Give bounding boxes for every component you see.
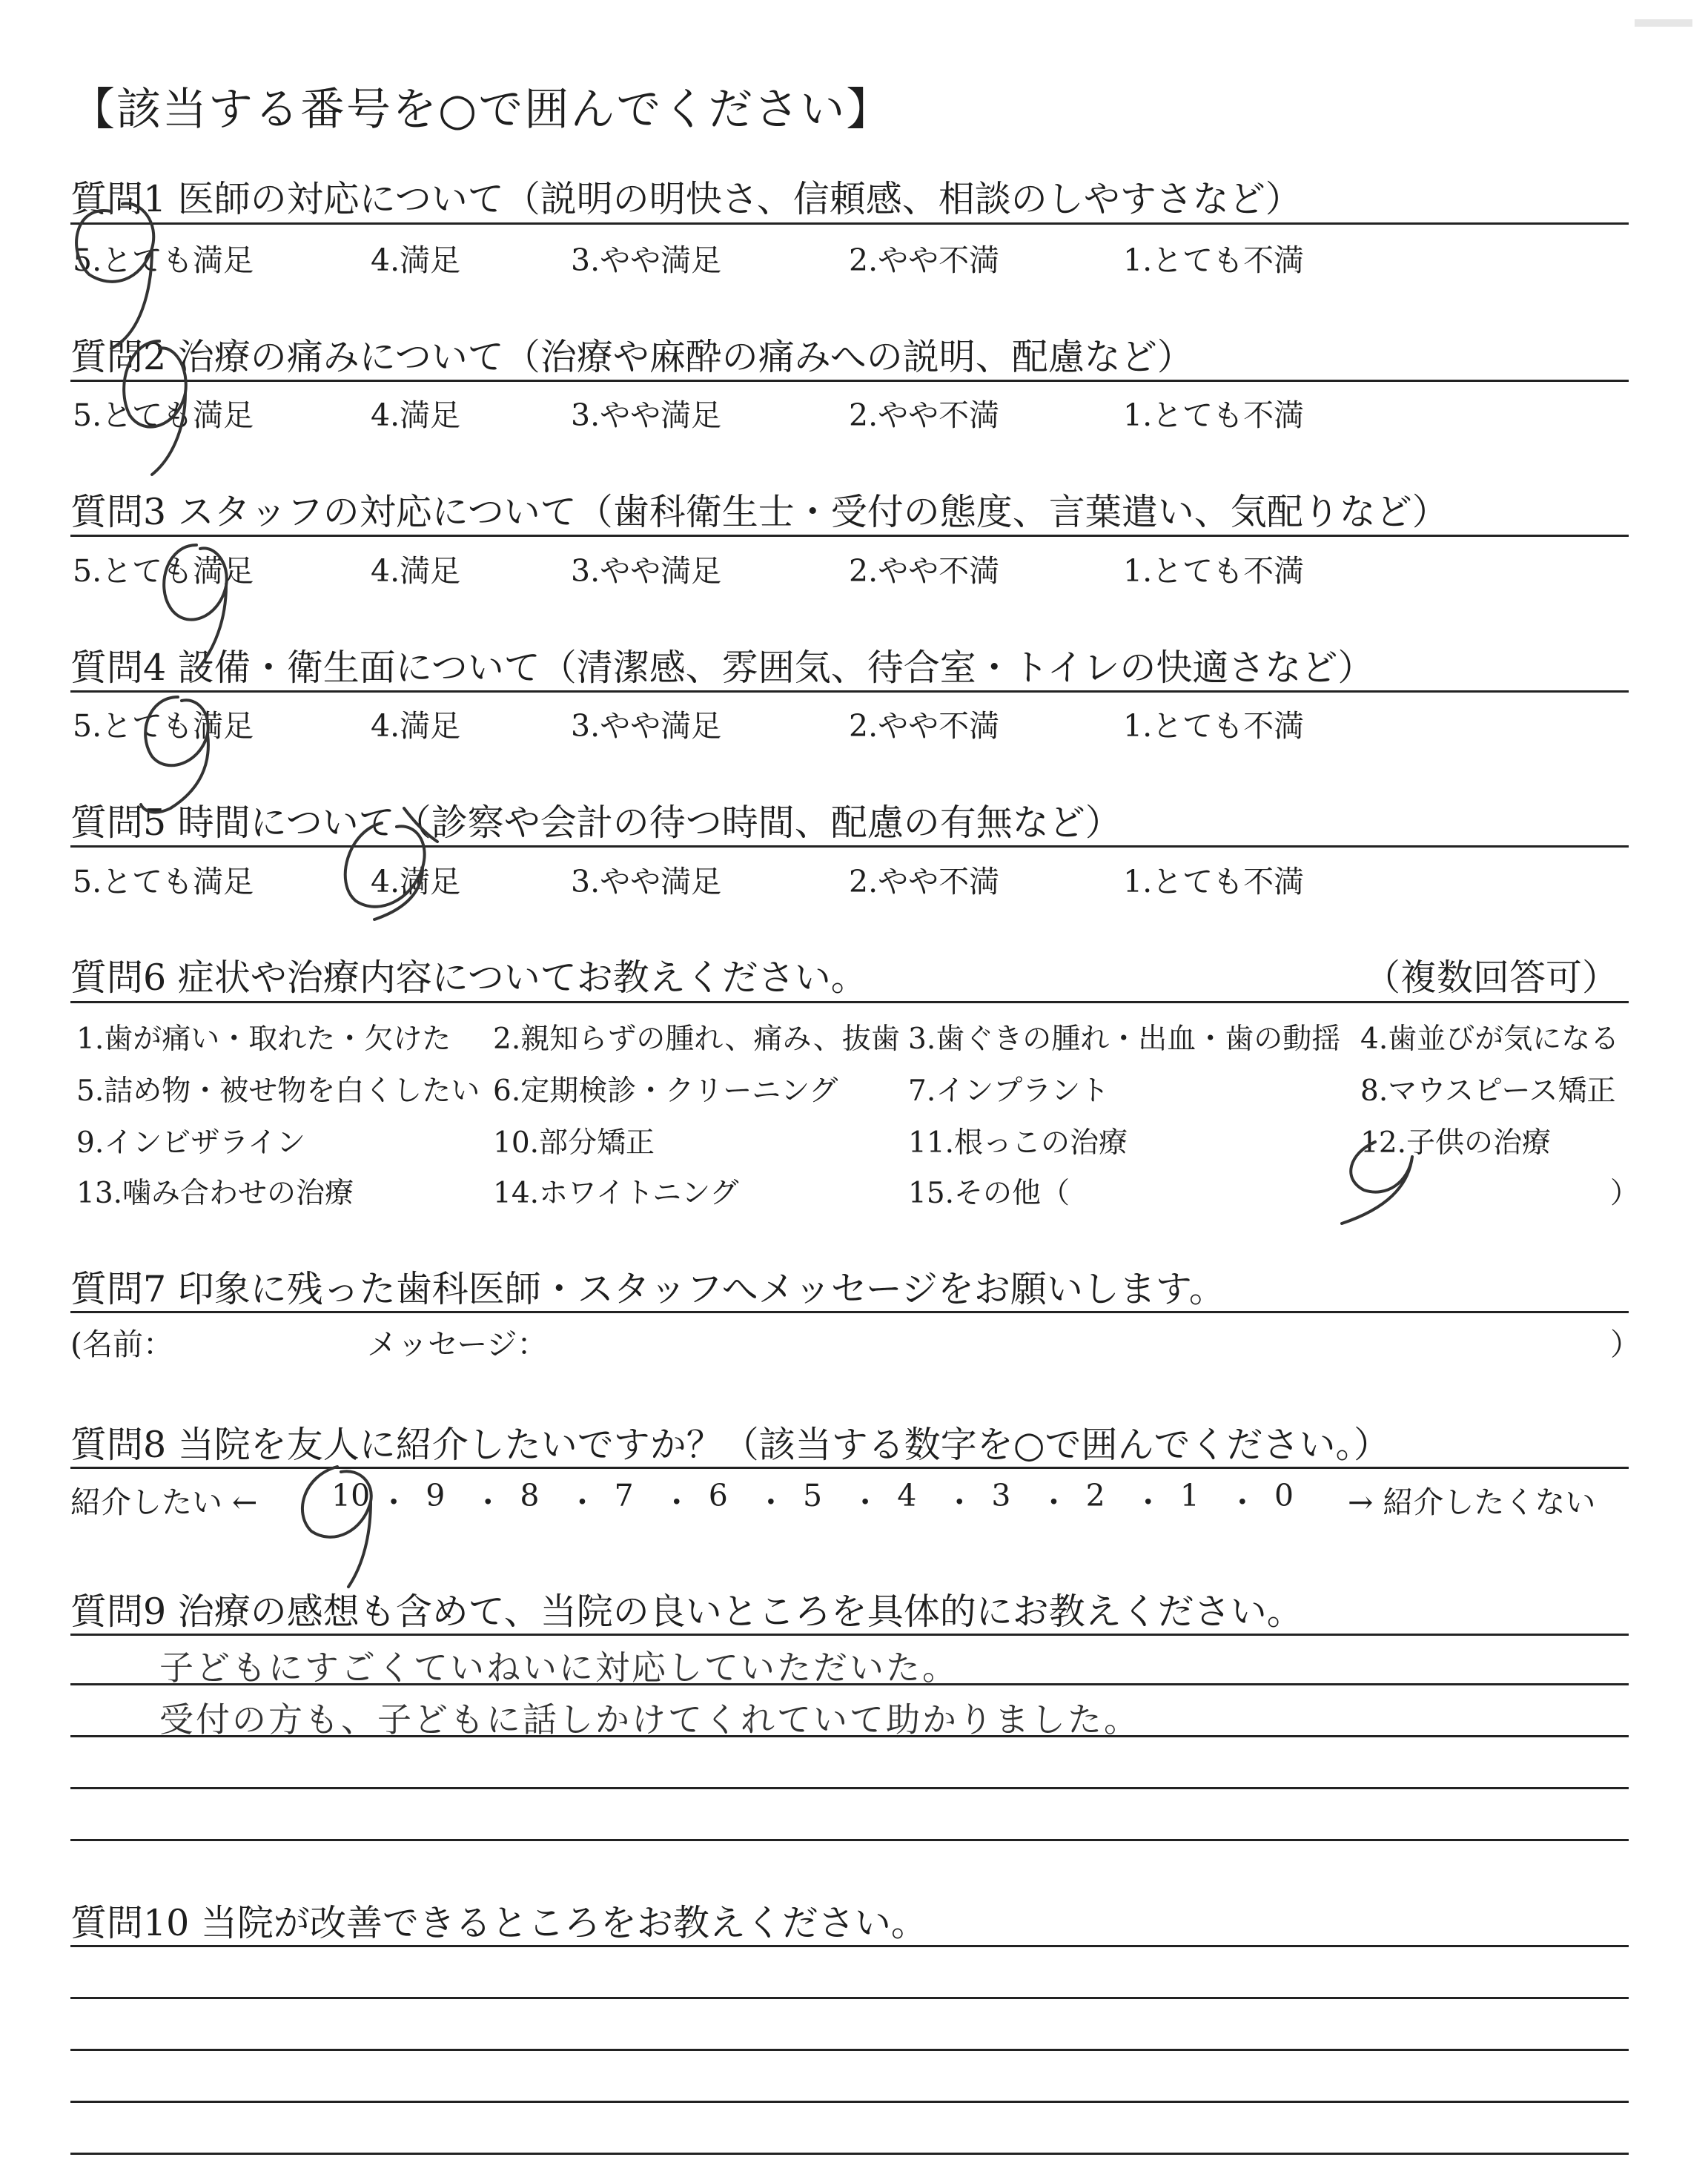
q1-check-mark	[76, 203, 153, 349]
q2-option-4[interactable]: 4.満足	[371, 397, 461, 433]
not-recommend-label: → 紹介したくない	[1348, 1484, 1596, 1520]
question-9-title: 質問9 治療の感想も含めて、当院の良いところを具体的にお教えください。	[70, 1591, 1303, 1633]
question-8-title: 質問8 当院を友人に紹介したいですか？（該当する数字を○で囲んでください。）	[70, 1424, 1391, 1466]
q5-check-mark	[345, 808, 437, 919]
q6-option-12[interactable]: 12.子供の治療	[1360, 1126, 1552, 1160]
q3-check-mark	[164, 545, 227, 671]
q6-option-3[interactable]: 3.歯ぐきの腫れ・出血・歯の動揺	[908, 1023, 1341, 1056]
q4-option-5[interactable]: 5.とても満足	[73, 708, 254, 744]
scale-value-0[interactable]: 0	[1274, 1478, 1294, 1513]
handwritten-answer-line-1: 子どもにすごくていねいに対応していただいた。	[159, 1648, 959, 1688]
q4-option-2[interactable]: 2.やや不満	[849, 708, 1000, 744]
scale-separator: ・	[850, 1484, 881, 1520]
q2-check-mark	[124, 341, 186, 475]
question-5-title: 質問5 時間について（診察や会計の待つ時間、配慮の有無など）	[70, 802, 1122, 844]
q5-option-5[interactable]: 5.とても満足	[73, 864, 254, 899]
q6-option-1[interactable]: 1.歯が痛い・取れた・欠けた	[76, 1023, 451, 1056]
q1-option-1[interactable]: 1.とても不満	[1123, 242, 1305, 278]
q4-option-3[interactable]: 3.やや満足	[571, 708, 722, 744]
q6-option-15[interactable]: 15.その他（	[908, 1177, 1070, 1210]
scale-value-10[interactable]: 10	[331, 1478, 371, 1513]
q3-option-4[interactable]: 4.満足	[371, 553, 461, 589]
q5-option-4[interactable]: 4.満足	[371, 864, 461, 899]
q2-option-1[interactable]: 1.とても不満	[1123, 397, 1305, 433]
q6-option-2[interactable]: 2.親知らずの腫れ、痛み、抜歯	[493, 1023, 900, 1056]
scale-value-1[interactable]: 1	[1179, 1478, 1199, 1513]
scale-separator: ・	[378, 1484, 409, 1520]
scale-value-4[interactable]: 4	[897, 1478, 917, 1513]
q1-option-2[interactable]: 2.やや不満	[849, 242, 1000, 278]
q6-option-7[interactable]: 7.インプラント	[908, 1074, 1110, 1108]
q1-option-4[interactable]: 4.満足	[371, 242, 461, 278]
q4-option-1[interactable]: 1.とても不満	[1123, 708, 1305, 744]
scale-value-2[interactable]: 2	[1085, 1478, 1105, 1513]
q1-option-5[interactable]: 5.とても満足	[73, 242, 254, 278]
q6-option-4[interactable]: 4.歯並びが気になる	[1360, 1023, 1620, 1056]
q5-option-2[interactable]: 2.やや不満	[849, 864, 1000, 899]
q2-option-2[interactable]: 2.やや不満	[849, 397, 1000, 433]
q4-check-mark	[141, 697, 208, 812]
q8-check-mark	[302, 1467, 371, 1587]
q3-option-5[interactable]: 5.とても満足	[73, 553, 254, 589]
q3-option-2[interactable]: 2.やや不満	[849, 553, 1000, 589]
question-10-title: 質問10 当院が改善できるところをお教えください。	[70, 1902, 927, 1944]
scale-separator: ・	[755, 1484, 787, 1520]
question-1-title: 質問1 医師の対応について（説明の明快さ、信頼感、相談のしやすさなど）	[70, 178, 1302, 220]
scale-separator: ・	[1227, 1484, 1258, 1520]
scale-value-3[interactable]: 3	[991, 1478, 1011, 1513]
scale-value-7[interactable]: 7	[614, 1478, 634, 1513]
question-3-title: 質問3 スタッフの対応について（歯科衛生士・受付の態度、言葉遣い、気配りなど）	[70, 491, 1449, 533]
name-label: (名前：	[70, 1327, 173, 1362]
q6-option-13[interactable]: 13.噛み合わせの治療	[76, 1177, 354, 1210]
q6-option-11[interactable]: 11.根っこの治療	[908, 1126, 1128, 1160]
scale-value-5[interactable]: 5	[803, 1478, 823, 1513]
message-close-paren: ）	[1610, 1327, 1641, 1362]
scale-value-8[interactable]: 8	[520, 1478, 540, 1513]
q6-check-mark	[1342, 1142, 1412, 1223]
q6-option-14[interactable]: 14.ホワイトニング	[493, 1177, 739, 1210]
scale-separator: ・	[944, 1484, 975, 1520]
scale-separator: ・	[1039, 1484, 1069, 1520]
question-4-title: 質問4 設備・衛生面について（清潔感、雰囲気、待合室・トイレの快適さなど）	[70, 647, 1374, 689]
handwritten-answer-line-2: 受付の方も、子どもに話しかけてくれていて助かりました。	[159, 1700, 1140, 1740]
message-label: メッセージ：	[367, 1327, 548, 1362]
question-6-title: 質問6 症状や治療内容についてお教えください。	[70, 957, 867, 999]
q6-option-6[interactable]: 6.定期検診・クリーニング	[493, 1074, 838, 1108]
form-header: 【該当する番号を○で囲んでください】	[70, 84, 893, 136]
scale-value-9[interactable]: 9	[426, 1478, 446, 1513]
question-7-title: 質問7 印象に残った歯科医師・スタッフへメッセージをお願いします。	[70, 1268, 1225, 1310]
scale-separator: ・	[1133, 1484, 1164, 1520]
multiple-answers-note: （複数回答可）	[1364, 957, 1619, 999]
q6-other-close-paren: ）	[1610, 1177, 1640, 1210]
scale-value-6[interactable]: 6	[708, 1478, 728, 1513]
q3-option-1[interactable]: 1.とても不満	[1123, 553, 1305, 589]
question-2-title: 質問2 治療の痛みについて（治療や麻酔の痛みへの説明、配慮など）	[70, 336, 1194, 378]
q6-option-10[interactable]: 10.部分矯正	[493, 1126, 655, 1160]
scale-separator: ・	[567, 1484, 598, 1520]
recommend-label: 紹介したい ←	[70, 1484, 258, 1520]
q6-option-5[interactable]: 5.詰め物・被せ物を白くしたい	[76, 1074, 480, 1108]
q3-option-3[interactable]: 3.やや満足	[571, 553, 722, 589]
scale-separator: ・	[472, 1484, 503, 1520]
q6-option-8[interactable]: 8.マウスピース矯正	[1360, 1074, 1616, 1108]
q5-option-3[interactable]: 3.やや満足	[571, 864, 722, 899]
q2-option-3[interactable]: 3.やや満足	[571, 397, 722, 433]
q2-option-5[interactable]: 5.とても満足	[73, 397, 254, 433]
q4-option-4[interactable]: 4.満足	[371, 708, 461, 744]
scale-separator: ・	[661, 1484, 692, 1520]
q1-option-3[interactable]: 3.やや満足	[571, 242, 722, 278]
q5-option-1[interactable]: 1.とても不満	[1123, 864, 1305, 899]
q6-option-9[interactable]: 9.インビザライン	[76, 1126, 306, 1160]
